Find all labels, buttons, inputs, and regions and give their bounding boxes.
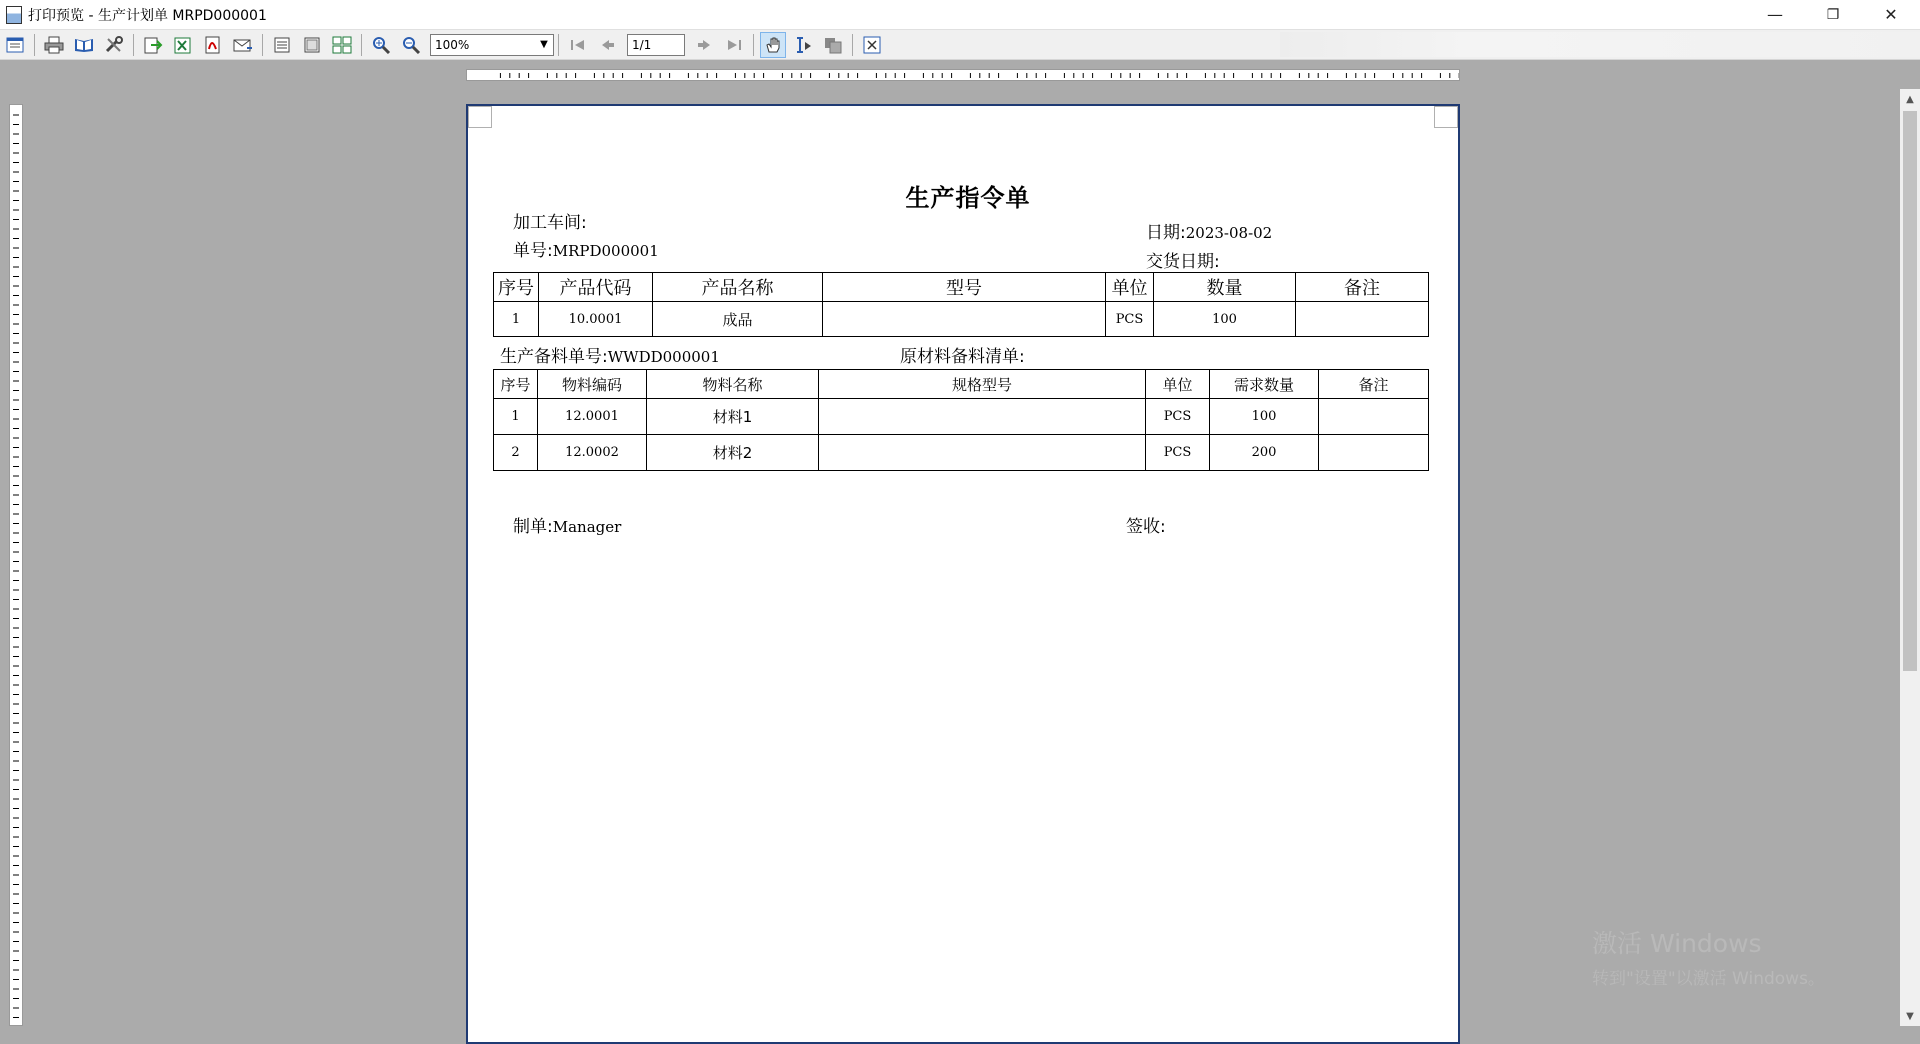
column-header: 规格型号 (819, 370, 1146, 399)
column-header: 单位 (1106, 273, 1154, 302)
page-corner-mark (1434, 106, 1458, 128)
multi-page-icon[interactable] (329, 32, 355, 58)
column-header: 需求数量 (1210, 370, 1319, 399)
scroll-down-icon[interactable]: ▼ (1906, 1010, 1914, 1022)
single-page-icon[interactable] (269, 32, 295, 58)
email-icon[interactable] (230, 32, 256, 58)
hand-tool-icon[interactable] (760, 32, 786, 58)
watermark-line-2: 转到"设置"以激活 Windows。 (1592, 969, 1825, 989)
table-cell: 材料2 (647, 435, 819, 471)
zoom-in-icon[interactable] (368, 32, 394, 58)
column-header: 数量 (1154, 273, 1296, 302)
vertical-ruler (9, 104, 23, 1026)
column-header: 单位 (1146, 370, 1210, 399)
first-page-icon[interactable] (565, 32, 591, 58)
material-no-value: WWDD000001 (607, 348, 720, 366)
table-cell: 成品 (653, 302, 823, 337)
column-header: 物料名称 (647, 370, 819, 399)
column-header: 物料编码 (538, 370, 647, 399)
table-cell: 100 (1154, 302, 1296, 337)
horizontal-ruler-area (0, 60, 1920, 89)
export-icon[interactable] (140, 32, 166, 58)
column-header: 备注 (1296, 273, 1429, 302)
toolbar-separator (262, 34, 263, 56)
maker-label: 制单: (513, 517, 553, 537)
page-setup-icon[interactable] (101, 32, 127, 58)
table-cell (823, 302, 1106, 337)
column-header: 备注 (1319, 370, 1429, 399)
table-row (494, 435, 1429, 471)
table-cell: 200 (1210, 435, 1319, 471)
zoom-out-icon[interactable] (398, 32, 424, 58)
table-cell: 12.0002 (538, 435, 647, 471)
window-controls (1746, 0, 1920, 29)
table-cell: PCS (1106, 302, 1154, 337)
close-preview-icon[interactable] (859, 32, 885, 58)
table-row (494, 399, 1429, 435)
page-number-input[interactable]: 1/1 (627, 34, 685, 56)
minimize-button[interactable]: — (1767, 5, 1783, 24)
table-cell: 1 (494, 399, 538, 435)
table-cell (1319, 399, 1429, 435)
table-cell: 材料1 (647, 399, 819, 435)
sign-field (1126, 512, 1166, 537)
date-label: 日期: (1146, 223, 1186, 243)
toolbar-separator (34, 34, 35, 56)
copy-icon[interactable] (820, 32, 846, 58)
material-list-label: 原材料备料清单: (900, 347, 1025, 367)
app-icon (6, 6, 22, 24)
toolbar-separator (753, 34, 754, 56)
maker-field (513, 512, 621, 537)
toolbar-separator (133, 34, 134, 56)
outline-icon[interactable] (2, 32, 28, 58)
workshop-field (513, 208, 587, 233)
horizontal-ruler (466, 69, 1460, 81)
column-header: 型号 (823, 273, 1106, 302)
text-select-icon[interactable] (790, 32, 816, 58)
scroll-up-icon[interactable]: ▲ (1906, 93, 1914, 105)
date-field (1146, 218, 1272, 243)
order-no-label: 单号: (513, 241, 553, 261)
document-title: 生产指令单 (905, 183, 1031, 212)
watermark-line-1: 激活 Windows (1592, 929, 1762, 958)
export-excel-icon[interactable] (170, 32, 196, 58)
table-cell (1296, 302, 1429, 337)
table-cell: 1 (494, 302, 539, 337)
column-header: 产品名称 (653, 273, 823, 302)
next-page-icon[interactable] (691, 32, 717, 58)
date-value: 2023-08-02 (1185, 224, 1273, 242)
table-header-row (494, 273, 1429, 302)
table-cell: 2 (494, 435, 538, 471)
page-width-icon[interactable] (299, 32, 325, 58)
table-header-row (494, 370, 1429, 399)
zoom-select[interactable] (430, 34, 554, 56)
export-pdf-icon[interactable] (200, 32, 226, 58)
table-cell (819, 399, 1146, 435)
close-button[interactable]: ✕ (1884, 5, 1898, 24)
table-cell: 12.0001 (538, 399, 647, 435)
title-bar (0, 0, 1920, 29)
column-header: 序号 (494, 370, 538, 399)
toolbar-separator (852, 34, 853, 56)
activation-watermark (1592, 924, 1825, 989)
print-page (466, 104, 1460, 1044)
order-no-value: MRPD000001 (552, 242, 659, 260)
sign-label: 签收: (1126, 517, 1166, 537)
vertical-scrollbar[interactable] (1900, 89, 1920, 1026)
table-cell: 100 (1210, 399, 1319, 435)
column-header: 产品代码 (539, 273, 653, 302)
book-icon[interactable] (71, 32, 97, 58)
maker-value: Manager (552, 518, 622, 536)
delivery-date-field (1146, 247, 1220, 272)
table-cell: 10.0001 (539, 302, 653, 337)
table-cell: PCS (1146, 435, 1210, 471)
zoom-value: 100% (435, 37, 470, 52)
previous-page-icon[interactable] (595, 32, 621, 58)
preview-toolbar (0, 29, 1920, 60)
product-table (493, 272, 1429, 337)
delivery-date-label: 交货日期: (1146, 252, 1220, 272)
workshop-label: 加工车间: (513, 213, 587, 233)
page-corner-mark (468, 106, 492, 128)
table-cell (819, 435, 1146, 471)
column-header: 序号 (494, 273, 539, 302)
window-title: 打印预览 - 生产计划单 MRPD000001 (28, 7, 267, 24)
table-row (494, 302, 1429, 337)
restore-button[interactable]: ❐ (1826, 6, 1840, 23)
table-cell (1319, 435, 1429, 471)
material-table (493, 369, 1429, 471)
toolbar-separator (558, 34, 559, 56)
last-page-icon[interactable] (721, 32, 747, 58)
order-no-field (513, 236, 659, 261)
table-cell: PCS (1146, 399, 1210, 435)
material-no-field (500, 342, 720, 367)
chevron-down-icon[interactable]: ▼ (540, 39, 548, 50)
material-no-label: 生产备料单号: (500, 347, 608, 367)
scrollbar-thumb[interactable] (1903, 111, 1917, 671)
print-icon[interactable] (41, 32, 67, 58)
toolbar-separator (361, 34, 362, 56)
toolbar-background-strip (1280, 32, 1920, 57)
